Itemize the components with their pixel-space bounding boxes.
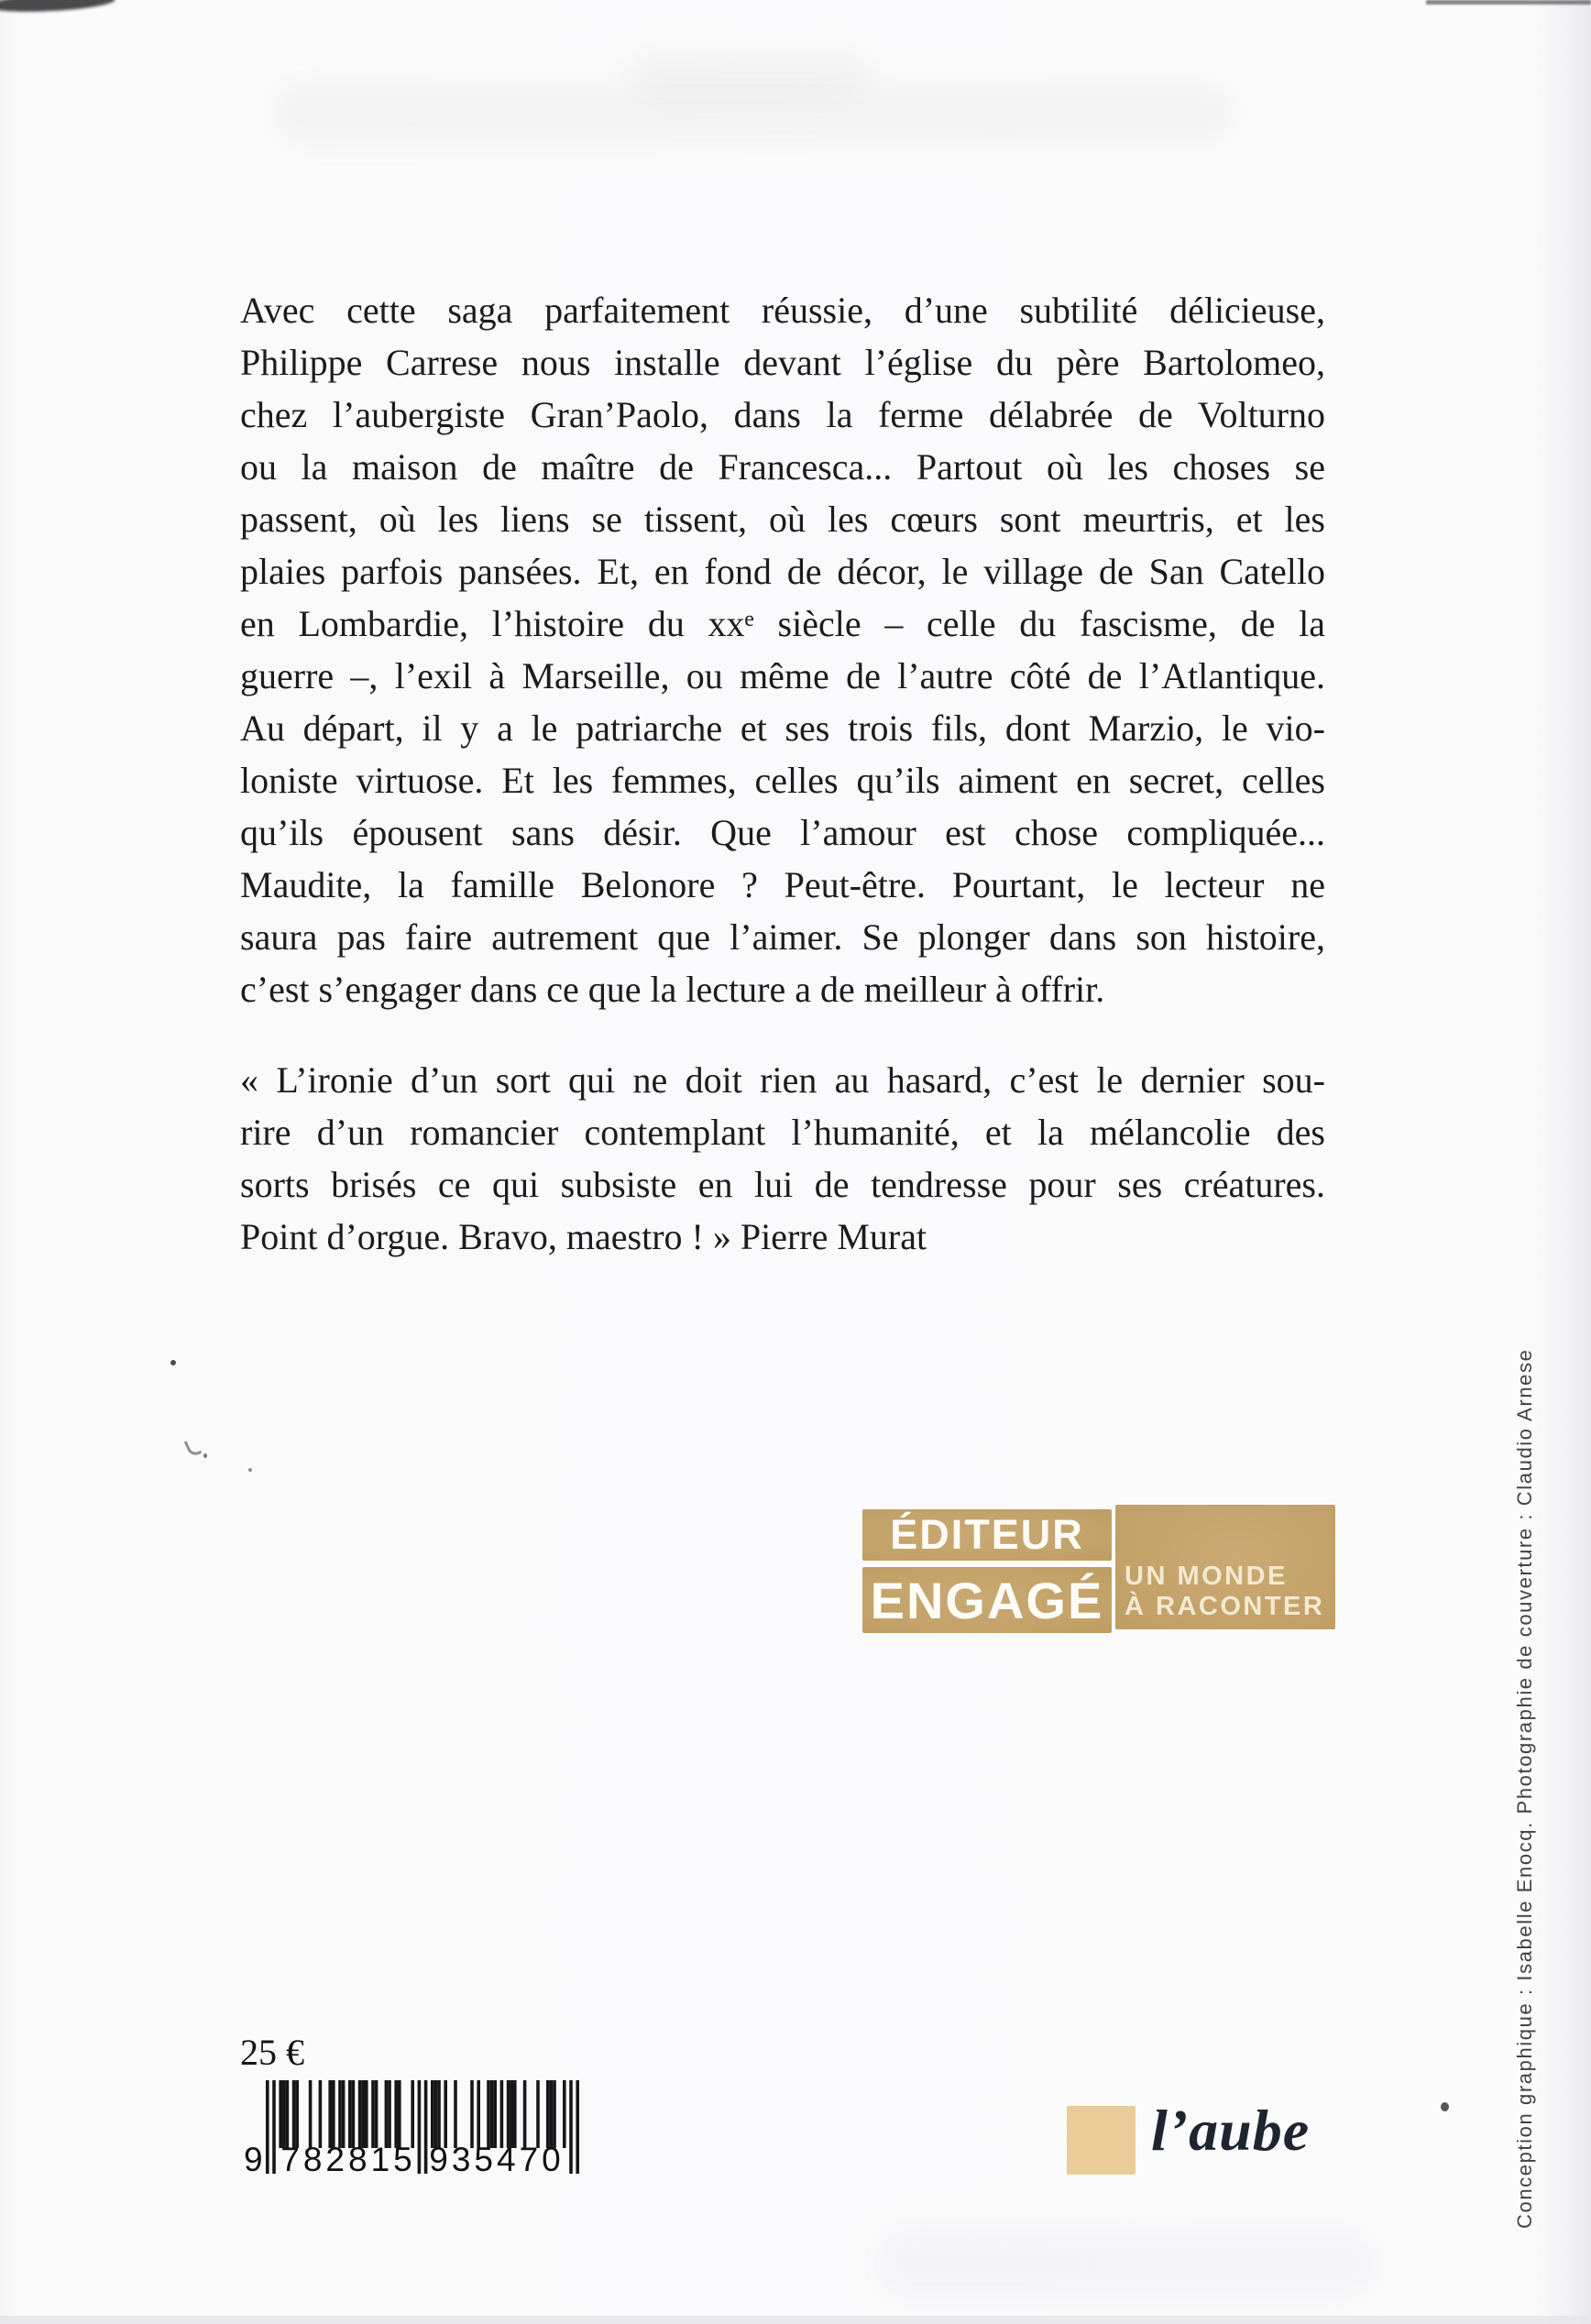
blurb-line: qu’ils épousent sans désir. Que l’amour est chose compliquée... [240,812,1325,853]
scan-line-top-right [1426,0,1591,5]
pencil-mark [184,1437,203,1458]
quote-line: rire d’un romancier contemplant l’humanité, et la mélancolie des [240,1112,1325,1153]
editeur-engage-logo [862,1505,1335,1631]
logo-word-editeur: ÉDITEUR [862,1509,1112,1561]
logo-word-engage: ENGAGÉ [862,1567,1112,1633]
blurb-line: Avec cette saga parfaitement réussie, d’une subtilité délicieuse, [240,290,1325,331]
price-label: 25 € [240,2032,304,2073]
blurb-line: chez l’aubergiste Gran’Paolo, dans la ferme délabrée de Volturno [240,394,1325,435]
barcode-digit-group: 935470 [429,2141,565,2178]
logo-tagline-block [1115,1505,1335,1629]
publisher-name: l’aube [1151,2098,1311,2163]
logo-tagline-line1: UN MONDE [1125,1562,1288,1591]
quote-line: sorts brisés ce qui subsiste en lui de tendresse pour ses créatures. [240,1164,1325,1205]
blurb-line: c’est s’engager dans ce que la lecture a de meilleur à offrir. [240,969,1105,1010]
blurb-line: loniste virtuose. Et les femmes, celles qu’ils aiment en secret, celles [240,760,1325,801]
blurb-line: ou la maison de maître de Francesca... Partout où les choses se [240,446,1325,488]
ink-speck [170,1360,176,1365]
logo-tagline-line2: À RACONTER [1125,1592,1325,1621]
scan-bleedthrough [632,53,871,95]
blurb-line: Maudite, la famille Belonore ? Peut-être. Pourtant, le lecteur ne [240,864,1325,905]
blurb-line: guerre –, l’exil à Marseille, ou même de l’autre côté de l’Atlantique. [240,655,1325,696]
design-credits-vertical: Conception graphique : Isabelle Enocq. Photographie de couverture : Claudio Arnese [1513,1348,1536,2229]
publisher-logo-square [1067,2106,1136,2175]
quote-line: Point d’orgue. Bravo, maestro ! » Pierre Murat [240,1216,927,1257]
ink-speck [1441,2102,1449,2111]
scan-edge-bottom [0,2316,1591,2324]
blurb-line: Au départ, il y a le patriarche et ses trois fils, dont Marzio, le vio- [240,707,1325,749]
press-quote [240,1054,1325,1263]
pencil-mark-dot [203,1453,207,1458]
blurb-line: en Lombardie, l’histoire du xxᵉ siècle – celle du fascisme, de la [240,603,1325,644]
quote-line: « L’ironie d’un sort qui ne doit rien au hasard, c’est le dernier sou- [240,1059,1325,1101]
blurb-line: plaies parfois pansées. Et, en fond de décor, le village de San Catello [240,551,1325,592]
scan-bleedthrough [871,2227,1384,2300]
ean13-barcode [244,2080,592,2183]
blurb-paragraph [240,284,1325,1015]
logo-wordmark [862,1509,1112,1633]
barcode-digit-group: 782815 [280,2141,416,2178]
blurb-line: passent, où les liens se tissent, où les cœurs sont meurtris, et les [240,499,1325,540]
ink-speck [248,1468,252,1472]
blurb-line: Philippe Carrese nous installe devant l’église du père Bartolomeo, [240,342,1325,383]
scan-smudge-top-left [0,0,115,15]
blurb-line: saura pas faire autrement que l’aimer. Se plonger dans son histoire, [240,916,1325,958]
barcode-lead-digit: 9 [244,2141,263,2178]
